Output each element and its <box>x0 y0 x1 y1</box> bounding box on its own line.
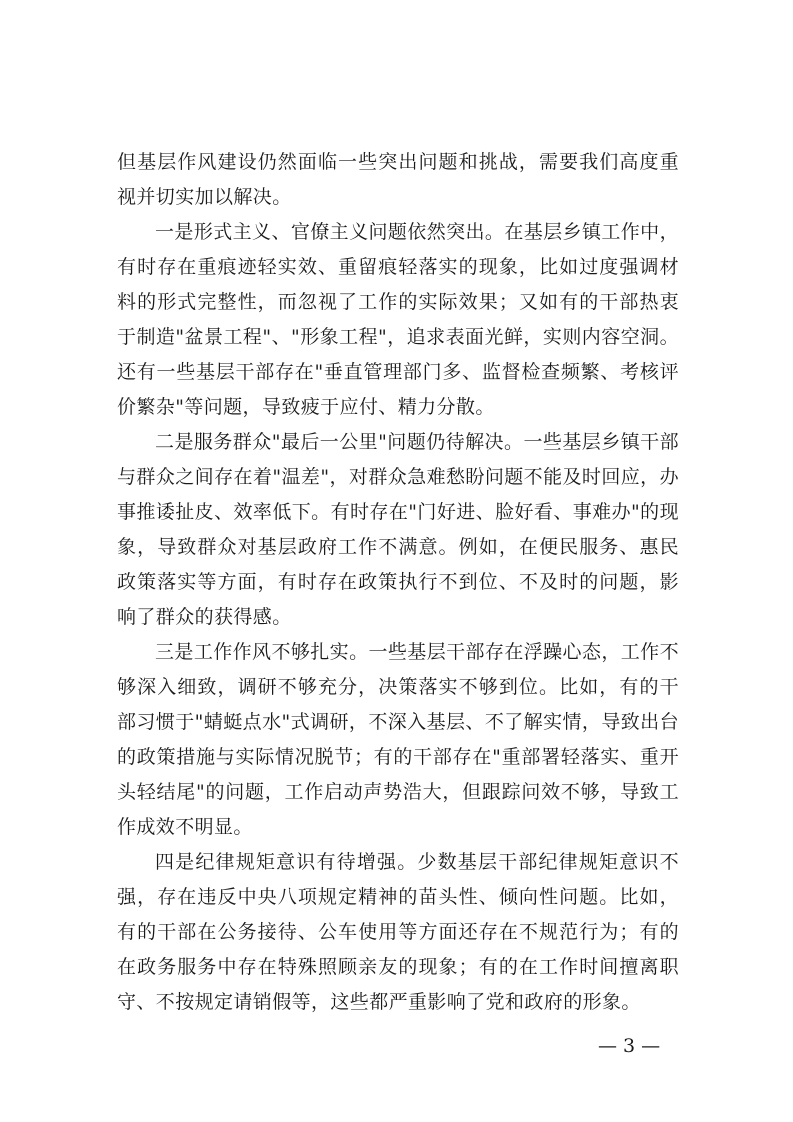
paragraph-intro: 但基层作风建设仍然面临一些突出问题和挑战，需要我们高度重视并切实加以解决。 <box>117 151 679 208</box>
paragraph-work-style: 三是工作作风不够扎实。一些基层干部存在浮躁心态，工作不够深入细致，调研不够充分，决策落实不够到位。比如，有的干部习惯于"蜻蜓点水"式调研，不深入基层、不了解实情，导致出台的政策措施与实际情况脱节；有的干部存在"重部署轻落实、重开头轻结尾"的问题，工作启动声势浩大，但跟踪问效不够，导致工作成效不明显。 <box>117 641 679 838</box>
paragraph-discipline: 四是纪律规矩意识有待增强。少数基层干部纪律规矩意识不强，存在违反中央八项规定精神的苗头性、倾向性问题。比如，有的干部在公务接待、公车使用等方面还存在不规范行为；有的在政务服务中存在特殊照顾亲友的现象；有的在工作时间擅离职守、不按规定请销假等，这些都严重影响了党和政府的形象。 <box>117 851 679 1013</box>
document-body <box>117 145 679 1020</box>
page-number: — 3 — <box>598 1035 661 1057</box>
paragraph-formalism: 一是形式主义、官僚主义问题依然突出。在基层乡镇工作中，有时存在重痕迹轻实效、重留痕轻落实的现象，比如过度强调材料的形式完整性，而忽视了工作的实际效果；又如有的干部热衷于制造"盆景工程"、"形象工程"，追求表面光鲜，实则内容空洞。还有一些基层干部存在"垂直管理部门多、监督检查频繁、考核评价繁杂"等问题，导致疲于应付、精力分散。 <box>117 221 679 418</box>
paragraph-service: 二是服务群众"最后一公里"问题仍待解决。一些基层乡镇干部与群众之间存在着"温差"，对群众急难愁盼问题不能及时回应，办事推诿扯皮、效率低下。有时存在"门好进、脸好看、事难办"的现象，导致群众对基层政府工作不满意。例如，在便民服务、惠民政策落实等方面，有时存在政策执行不到位、不及时的问题，影响了群众的获得感。 <box>117 431 679 628</box>
